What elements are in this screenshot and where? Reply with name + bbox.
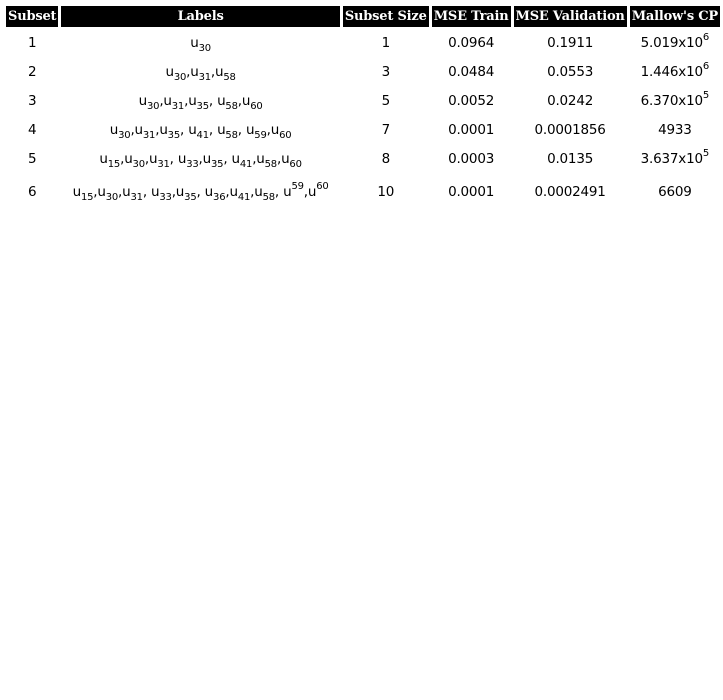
table-row [6, 145, 720, 172]
cp-exponent: 5 [702, 147, 710, 159]
labels-cell [61, 58, 340, 85]
label-separator: , [198, 150, 203, 167]
table-row [6, 87, 720, 114]
subset-size-cell: 3 [381, 63, 390, 80]
cp-exponent: 5 [702, 89, 710, 101]
label-subscript: 31 [171, 100, 185, 112]
label-separator: , [155, 121, 160, 138]
results-table [3, 4, 723, 212]
label-separator: , [276, 150, 282, 167]
label-subscript: 35 [196, 100, 209, 112]
label-separator: , [196, 184, 205, 200]
label-subscript: 59 [254, 129, 267, 141]
label-var: u [229, 184, 238, 200]
header-mse-validation: MSE Validation [514, 6, 627, 27]
label-separator: , [120, 150, 125, 167]
header-mallows-cp: Mallow's CP [630, 6, 720, 27]
label-subscript: 58 [225, 100, 238, 112]
label-var: u [148, 150, 158, 167]
subset-size-cell: 5 [381, 92, 390, 109]
label-subscript: 31 [198, 71, 211, 83]
mse-validation-cell: 0.0001856 [534, 121, 606, 138]
header-subset: Subset [6, 6, 58, 27]
subset-cell: 1 [27, 34, 37, 51]
label-var: u [109, 121, 119, 138]
label-subscript: 31 [142, 129, 156, 141]
label-var: u [72, 184, 81, 200]
table-body [6, 29, 720, 210]
label-superscript: 60 [316, 181, 329, 192]
label-subscript: 31 [130, 192, 143, 203]
header-mse-train: MSE Train [432, 6, 511, 27]
subset-size-cell: 10 [377, 184, 395, 200]
label-var: u [97, 184, 106, 200]
label-separator: , [303, 184, 308, 200]
label-var: u [256, 150, 265, 167]
labels-cell [61, 87, 340, 114]
label-var: u [163, 92, 172, 109]
cp-mantissa: 1.446x10 [640, 63, 703, 80]
label-subscript: 41 [196, 129, 209, 141]
label-subscript: 58 [262, 192, 275, 203]
label-var: u [175, 184, 185, 200]
label-subscript: 41 [239, 158, 253, 170]
table-row [6, 174, 720, 210]
label-subscript: 30 [146, 100, 160, 112]
header-subset-size: Subset Size [343, 6, 429, 27]
label-subscript: 35 [184, 192, 197, 203]
label-subscript: 58 [264, 158, 277, 170]
mse-train-cell: 0.0484 [448, 63, 495, 80]
label-separator: , [252, 150, 257, 167]
labels-cell [61, 145, 340, 172]
label-separator: , [93, 184, 98, 200]
mse-train-cell: 0.0001 [448, 121, 495, 138]
label-subscript: 35 [167, 129, 180, 141]
label-subscript: 33 [159, 192, 172, 203]
label-separator: , [180, 121, 189, 138]
label-separator: , [118, 184, 123, 200]
label-separator: , [208, 92, 218, 109]
mse-train-cell: 0.0052 [448, 92, 495, 109]
label-separator: , [184, 92, 189, 109]
label-var: u [307, 184, 317, 200]
mallows-cp-cell [630, 58, 720, 85]
label-separator: , [237, 121, 246, 138]
table-row [6, 29, 720, 56]
mse-train-cell: 0.0001 [448, 184, 495, 200]
label-var: u [215, 63, 224, 80]
table-row [6, 58, 720, 85]
mallows-cp-cell [630, 87, 720, 114]
mse-train-cell: 0.0964 [448, 34, 495, 51]
label-subscript: 60 [250, 100, 263, 112]
header-row [6, 6, 720, 27]
label-var: u [159, 121, 168, 138]
label-var: u [190, 63, 199, 80]
table-row [6, 116, 720, 143]
label-var: u [245, 121, 255, 138]
label-subscript: 30 [105, 192, 119, 203]
label-var: u [217, 121, 226, 138]
label-subscript: 36 [213, 192, 226, 203]
label-subscript: 31 [157, 158, 170, 170]
labels-cell [61, 29, 340, 56]
label-var: u [188, 121, 197, 138]
label-var: u [281, 150, 290, 167]
subset-size-cell: 8 [381, 150, 390, 167]
mse-validation-cell: 0.0002491 [534, 184, 606, 200]
label-subscript: 30 [173, 71, 187, 83]
label-separator: , [159, 92, 164, 109]
label-separator: , [250, 184, 255, 200]
mallows-cp-cell [630, 29, 720, 56]
label-separator: , [223, 150, 232, 167]
subset-size-cell: 7 [381, 121, 390, 138]
cp-exponent: 6 [702, 60, 710, 72]
label-var: u [188, 92, 197, 109]
cp-exponent: 6 [702, 31, 710, 43]
label-var: u [204, 184, 214, 200]
label-subscript: 15 [107, 158, 121, 170]
label-subscript: 58 [223, 71, 236, 83]
label-var: u [190, 34, 199, 51]
cp-mantissa: 5.019x10 [640, 34, 703, 51]
label-subscript: 30 [132, 158, 145, 170]
cp-mantissa: 4933 [658, 121, 692, 138]
label-var: u [231, 150, 240, 167]
label-subscript: 41 [237, 192, 251, 203]
mse-validation-cell: 0.0242 [547, 92, 594, 109]
label-var: u [99, 150, 108, 167]
label-var: u [165, 63, 174, 80]
label-separator: , [237, 92, 242, 109]
label-var: u [122, 184, 131, 200]
label-separator: , [169, 150, 178, 167]
labels-cell [61, 116, 340, 143]
subset-cell: 3 [27, 92, 37, 109]
label-var: u [283, 184, 292, 200]
label-var: u [134, 121, 143, 138]
table-header [6, 6, 720, 27]
label-var: u [151, 184, 160, 200]
label-separator: , [144, 150, 149, 167]
label-subscript: 58 [225, 129, 238, 141]
subset-cell: 5 [27, 150, 37, 167]
mse-validation-cell: 0.0553 [547, 63, 594, 80]
cp-mantissa: 6.370x10 [640, 92, 703, 109]
label-separator: , [225, 184, 230, 200]
label-separator: , [210, 63, 216, 80]
label-var: u [138, 92, 147, 109]
label-subscript: 15 [80, 192, 94, 203]
mse-train-cell: 0.0003 [448, 150, 495, 167]
mse-validation-cell: 0.1911 [547, 34, 594, 51]
mallows-cp-cell [630, 145, 720, 172]
label-subscript: 60 [289, 158, 302, 170]
subset-cell: 6 [27, 184, 37, 200]
label-var: u [241, 92, 251, 109]
label-separator: , [130, 121, 135, 138]
label-separator: , [208, 121, 218, 138]
mallows-cp-cell [630, 116, 720, 143]
label-var: u [124, 150, 133, 167]
label-var: u [270, 121, 280, 138]
subset-cell: 4 [27, 121, 37, 138]
mse-validation-cell: 0.0135 [547, 150, 594, 167]
subset-cell: 2 [27, 63, 37, 80]
labels-cell [61, 174, 340, 210]
label-separator: , [274, 184, 284, 200]
label-separator: , [171, 184, 176, 200]
label-separator: , [142, 184, 152, 200]
label-superscript: 59 [291, 181, 304, 192]
mallows-cp-cell [630, 174, 720, 210]
label-var: u [254, 184, 263, 200]
label-subscript: 60 [279, 129, 292, 141]
label-subscript: 35 [210, 158, 224, 170]
label-separator: , [186, 63, 191, 80]
label-subscript: 30 [118, 129, 131, 141]
header-labels: Labels [61, 6, 340, 27]
label-var: u [202, 150, 211, 167]
subset-size-cell: 1 [381, 34, 390, 51]
label-var: u [217, 92, 226, 109]
label-var: u [177, 150, 187, 167]
label-subscript: 33 [186, 158, 199, 170]
cp-mantissa: 3.637x10 [640, 150, 703, 167]
cp-mantissa: 6609 [658, 184, 692, 200]
label-subscript: 30 [198, 42, 211, 54]
label-separator: , [266, 121, 271, 138]
